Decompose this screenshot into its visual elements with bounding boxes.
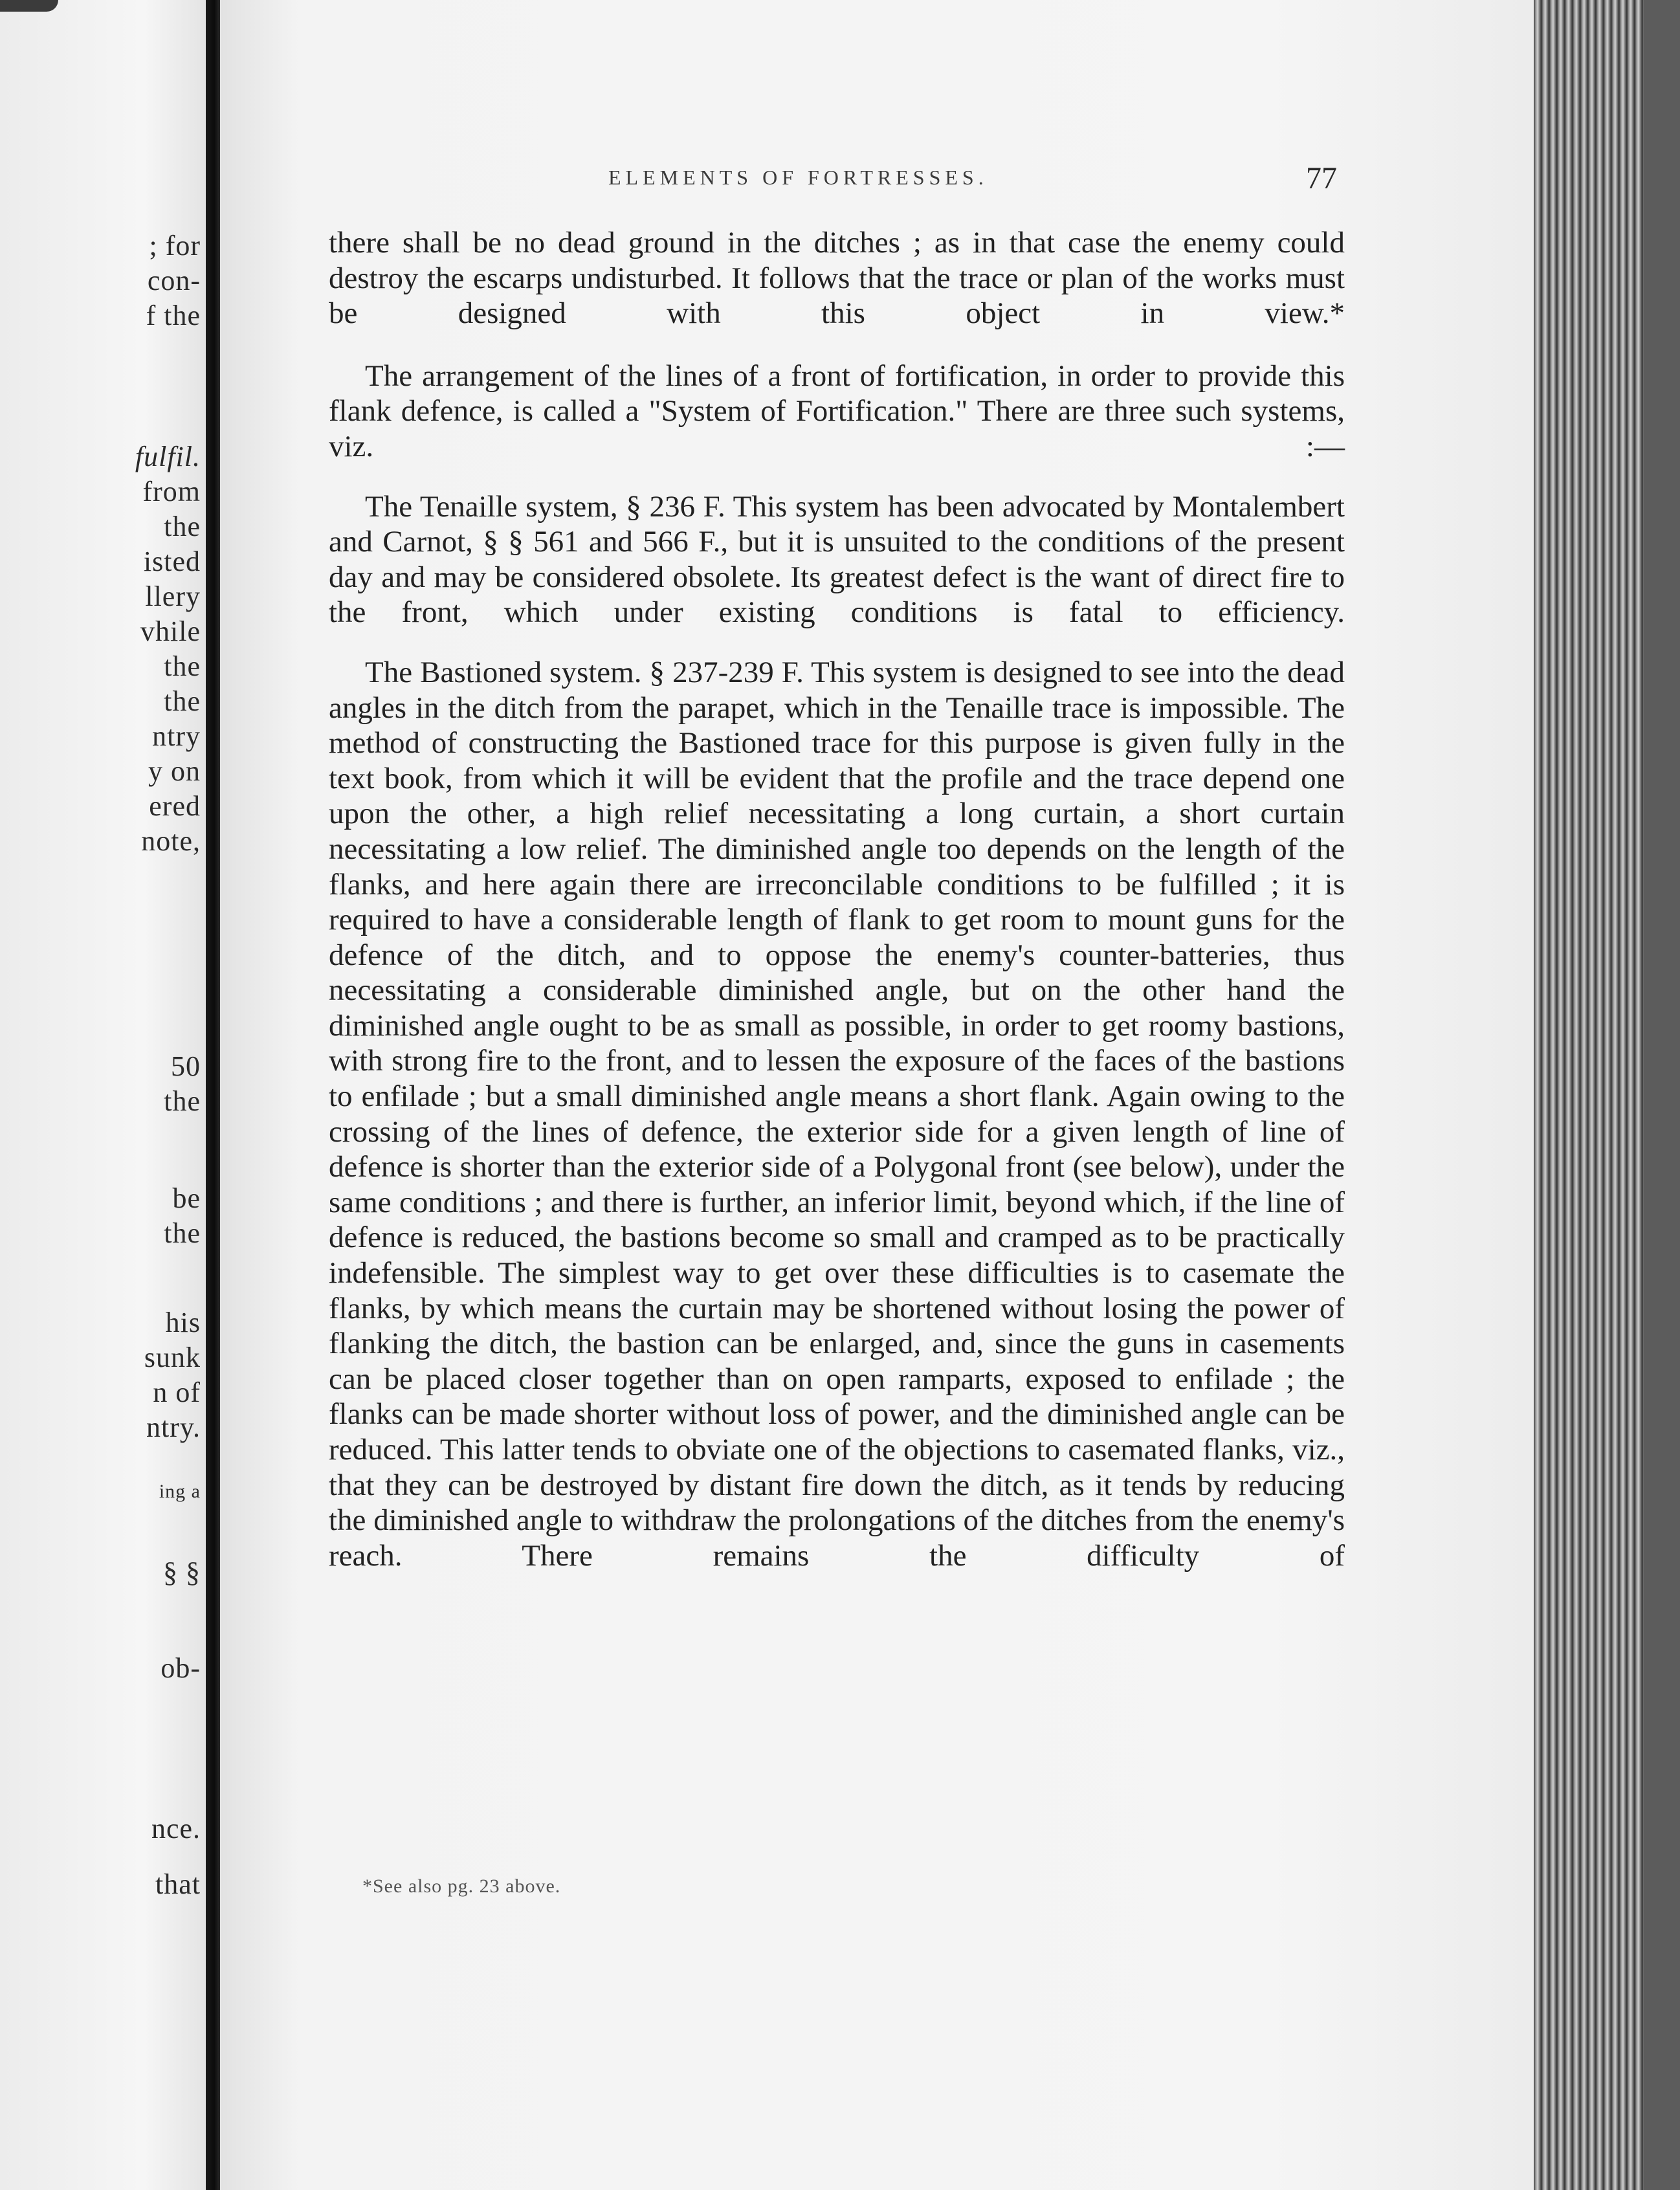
left-margin-fragment: f the bbox=[146, 300, 201, 331]
left-margin-fragment: llery bbox=[145, 581, 201, 612]
left-margin-fragment: n of bbox=[153, 1377, 201, 1408]
running-head: ELEMENTS OF FORTRESSES. bbox=[608, 166, 988, 189]
left-margin-fragment: the bbox=[164, 1085, 201, 1117]
left-margin-fragment: ntry bbox=[152, 720, 201, 752]
left-margin-fragment: ered bbox=[149, 790, 201, 822]
facing-page-left bbox=[0, 0, 206, 2190]
left-margin-fragment: isted bbox=[143, 546, 201, 577]
left-margin-fragment: nce. bbox=[151, 1813, 201, 1844]
left-margin-fragment: ing a bbox=[159, 1481, 201, 1502]
left-margin-fragment: his bbox=[165, 1307, 201, 1338]
left-margin-fragment: from bbox=[142, 476, 201, 507]
left-margin-fragment: that bbox=[155, 1868, 201, 1900]
left-margin-fragment: the bbox=[164, 511, 201, 542]
left-margin-fragment: 50 bbox=[171, 1050, 201, 1082]
left-margin-fragment: y on bbox=[148, 755, 201, 787]
left-margin-fragment: note, bbox=[141, 825, 201, 857]
paragraph: The Bastioned system. § 237-239 F. This system is designed to see into the dead angles in the ditch from the parapet, which in the Tenaille trace is impossible. The method of constructing the Bastioned trace for this purpose is given fully in the text book, from which it will be evident that the profile and the trace depend one upon the other, a high relief necessitating a long curtain, a short curtain necessitating a low relief. The diminished angle too depends on the length of the flanks, and here again there are irreconcilable conditions to be fulfilled ; it is required to have a considerable length of flank to get room to mount guns for the defence of the ditch, and to oppose the enemy's counter-batteries, thus necessitating a considerable diminished angle, but on the other hand the diminished angle ought to be as small as possible, in order to get roomy bastions, with strong fire to the front, and to lessen the exposure of the faces of the bastions to enfilade ; but a small diminished angle means a short flank. Again owing to the crossing of the lines of defence, the exterior side for a given length of line of defence is shorter than the exterior side of a Polygonal front (see below), under the same conditions ; and there is further, an inferior limit, beyond which, if the line of defence is reduced, the bastions become so small and cramped as to be practically indefensible. The simplest way to get over these difficulties is to casemate the flanks, by which means the curtain may be shortened without losing the power of flanking the ditch, the bastion can be enlarged, and, since the guns in casements can be placed closer together than on open ramparts, exposed to enfilade ; the flanks can be made shorter without loss of power, and the diminished angle can be reduced. This latter tends to obviate one of the objections to casemated flanks, viz., that they can be destroyed by distant fire down the ditch, as it tends by reducing the diminished angle to withdraw the prolongations of the ditches from the enemy's reach. There remains the difficulty of bbox=[329, 655, 1345, 1573]
footnote: *See also pg. 23 above. bbox=[362, 1875, 561, 1897]
paragraph: The Tenaille system, § 236 F. This system has been advocated by Montalembert and Carnot, § § 561 and 566 F., but it is unsuited to the conditions of the present day and may be considered obsolete. Its greatest defect is the want of direct fire to the front, which under existing conditions is fatal to efficiency. bbox=[329, 489, 1345, 630]
left-margin-fragment: ; for bbox=[149, 230, 201, 261]
left-margin-fragment: the bbox=[164, 685, 201, 717]
left-margin-fragment: the bbox=[164, 650, 201, 682]
left-margin-fragment: ntry. bbox=[146, 1411, 201, 1443]
left-margin-fragment: con- bbox=[147, 265, 201, 296]
book-gutter bbox=[206, 0, 220, 2190]
left-margin-fragment: vhile bbox=[140, 615, 201, 647]
left-margin-fragment: fulfil. bbox=[135, 441, 201, 472]
page-number: 77 bbox=[1306, 161, 1337, 195]
left-margin-fragment: be bbox=[172, 1182, 201, 1214]
page-corner-shadow bbox=[0, 0, 58, 12]
left-margin-fragment: sunk bbox=[144, 1342, 201, 1373]
left-margin-fragment: the bbox=[164, 1217, 201, 1249]
paragraph: there shall be no dead ground in the ditches ; as in that case the enemy could destroy the escarps undisturbed. It follows that the trace or plan of the works must be designed with this object in view.* bbox=[329, 226, 1345, 331]
left-margin-fragment: § § bbox=[163, 1556, 201, 1588]
body-text bbox=[329, 225, 1345, 1573]
left-margin-fragment: ob- bbox=[160, 1652, 201, 1684]
background-shade bbox=[1644, 0, 1680, 2190]
paragraph: The arrangement of the lines of a front of fortification, in order to provide this flank defence, is called a "System of Fortification." There are three such systems, viz. :— bbox=[329, 359, 1345, 463]
